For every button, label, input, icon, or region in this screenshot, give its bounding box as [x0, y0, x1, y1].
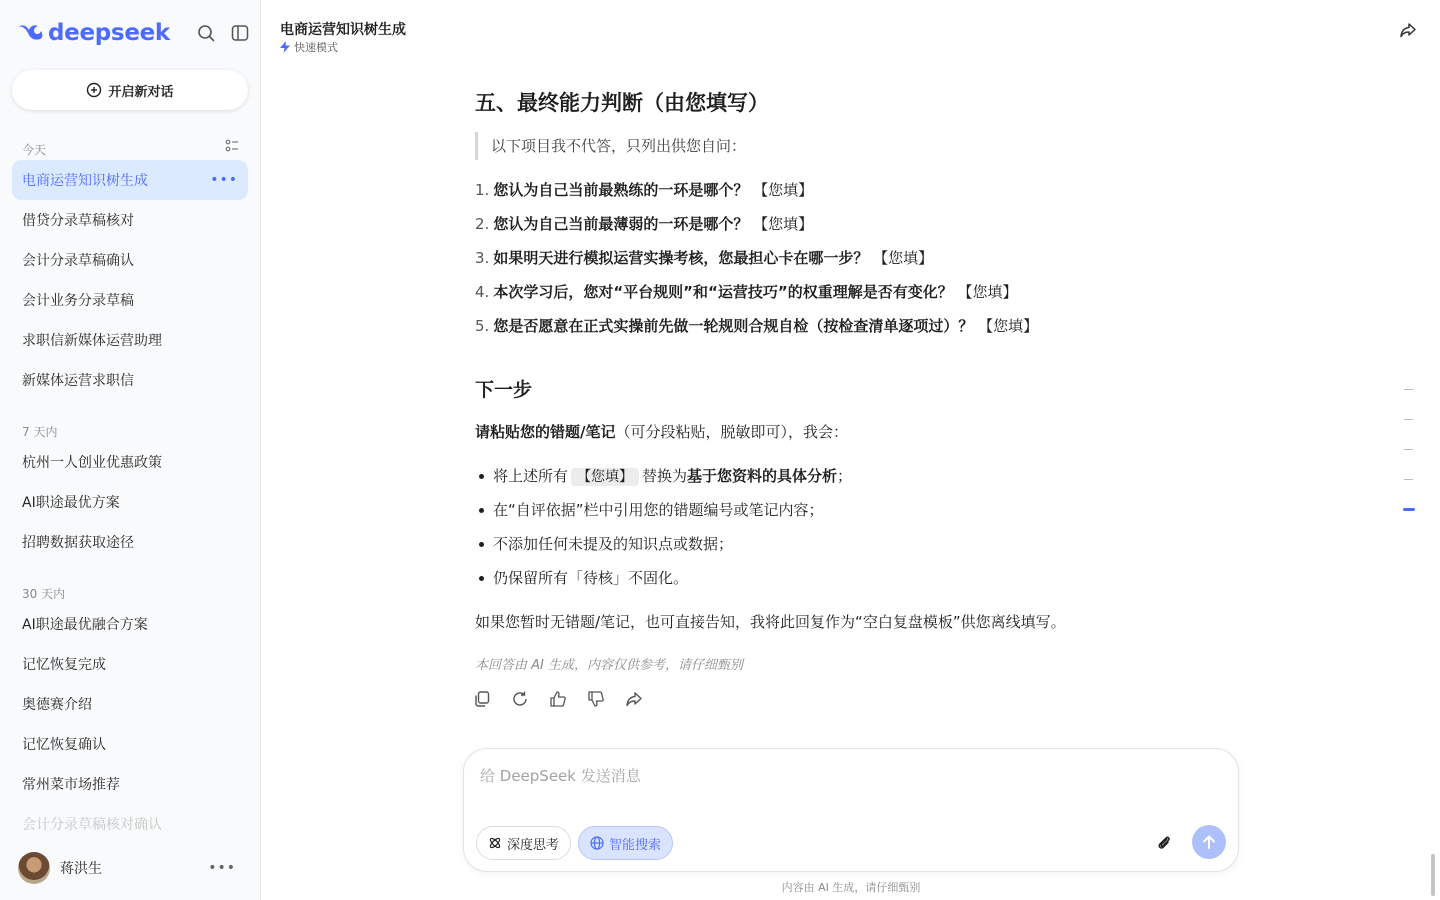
chat-item-label: 电商运营知识树生成 — [22, 173, 148, 189]
new-chat-button[interactable] — [12, 70, 248, 110]
chat-item-label: 新媒体运营求职信 — [22, 373, 134, 389]
list-settings-icon[interactable] — [225, 138, 239, 157]
bullet-item: 不添加任何未提及的知识点或数据； — [493, 535, 734, 553]
chat-item-label: 奥德赛介绍 — [22, 697, 92, 713]
deep-think-label: 深度思考 — [507, 837, 560, 853]
chat-item-label: 借贷分录草稿核对 — [22, 213, 134, 229]
blockquote: 以下项目我不代答，只列出供您自问： — [475, 132, 746, 160]
chat-item[interactable] — [12, 280, 248, 320]
fill-placeholder: 【您填】 — [753, 181, 814, 199]
list-item — [475, 180, 813, 200]
bullet-item: 仍保留所有「待核」不固化。 — [493, 569, 689, 587]
chat-item[interactable] — [12, 522, 248, 562]
list-item — [475, 214, 813, 234]
chat-item-label: 会计分录草稿核对确认 — [22, 817, 162, 833]
chat-item-label: AI职途最优融合方案 — [22, 617, 148, 633]
outline-marker[interactable] — [1404, 479, 1413, 480]
ai-disclaimer: 本回答由 AI 生成，内容仅供参考，请仔细甄别 — [475, 658, 743, 673]
chat-item-label: 常州菜市场推荐 — [22, 777, 120, 793]
group-title-30days: 30 天内 — [22, 587, 66, 601]
conversation-title: 电商运营知识树生成 — [280, 22, 406, 38]
list-item-text: 您是否愿意在正式实操前先做一轮规则合规自检（按检查清单逐项过）？ — [493, 317, 974, 335]
smart-search-label: 智能搜索 — [609, 837, 662, 853]
outline-marker[interactable] — [1404, 389, 1413, 390]
new-chat-label: 开启新对话 — [108, 84, 174, 100]
share-icon[interactable] — [625, 690, 643, 712]
chat-item-label: 招聘数据获取途径 — [22, 535, 134, 551]
list-item-text: 本次学习后，您对“平台规则”和“运营技巧”的权重理解是否有变化？ — [493, 283, 953, 301]
chat-item-label: 杭州一人创业优惠政策 — [22, 455, 162, 471]
chat-item-label: 会计业务分录草稿 — [22, 293, 134, 309]
fill-placeholder: 【您填】 — [753, 215, 814, 233]
list-item — [475, 248, 933, 268]
bold-text: 基于您资料的具体分析 — [687, 467, 838, 485]
message-input[interactable] — [480, 767, 1180, 785]
deepseek-logo[interactable] — [16, 20, 170, 46]
list-item-text: 您认为自己当前最熟练的一环是哪个？ — [493, 181, 749, 199]
list-item-text: 如果明天进行模拟运营实操考核，您最担心卡在哪一步？ — [493, 249, 869, 267]
list-number: 5. — [475, 317, 490, 335]
footer-disclaimer: 内容由 AI 生成，请仔细甄别 — [781, 881, 921, 894]
bullet-item: 在“自评依据”栏中引用您的错题编号或笔记内容； — [493, 501, 824, 519]
smart-search-toggle[interactable] — [578, 826, 673, 860]
share-icon[interactable] — [1398, 20, 1418, 40]
thumbs-up-icon[interactable] — [549, 690, 567, 712]
send-button[interactable] — [1192, 825, 1226, 859]
logo-text: deepseek — [48, 20, 170, 46]
more-options-icon[interactable]: ••• — [208, 860, 236, 876]
regenerate-icon[interactable] — [511, 690, 529, 712]
chat-item[interactable] — [12, 320, 248, 360]
fill-placeholder: 【您填】 — [957, 283, 1018, 301]
chat-item[interactable] — [12, 684, 248, 724]
chat-item[interactable] — [12, 482, 248, 522]
chat-item[interactable] — [12, 200, 248, 240]
mode-indicator — [280, 39, 338, 55]
chat-item-label: 记忆恢复完成 — [22, 657, 106, 673]
outline-marker[interactable] — [1404, 419, 1413, 420]
copy-icon[interactable] — [473, 690, 491, 712]
thumbs-down-icon[interactable] — [587, 690, 605, 712]
inline-code: 【您填】 — [571, 468, 639, 486]
user-name: 蒋洪生 — [60, 861, 102, 877]
plus-circle-icon — [86, 82, 102, 98]
chat-item-label: AI职途最优方案 — [22, 495, 120, 511]
chat-item[interactable] — [12, 724, 248, 764]
chat-item[interactable] — [12, 360, 248, 400]
search-icon[interactable] — [195, 22, 217, 44]
list-number: 1. — [475, 181, 490, 199]
text: 将上述所有 — [493, 467, 569, 485]
list-item — [475, 316, 1038, 336]
list-item — [475, 282, 1018, 302]
text: （可分段粘贴，脱敏即可），我会： — [615, 423, 848, 441]
section-heading: 下一步 — [475, 379, 533, 401]
fill-placeholder: 【您填】 — [978, 317, 1039, 335]
chat-item-label: 记忆恢复确认 — [22, 737, 106, 753]
chat-item[interactable] — [12, 604, 248, 644]
whale-logo-icon — [16, 21, 44, 45]
more-options-icon[interactable]: ••• — [210, 172, 238, 188]
chat-item-label: 会计分录草稿确认 — [22, 253, 134, 269]
chat-item[interactable] — [12, 644, 248, 684]
chat-item[interactable] — [12, 240, 248, 280]
sidebar — [0, 0, 261, 900]
fill-placeholder: 【您填】 — [873, 249, 934, 267]
outline-marker-active[interactable] — [1403, 508, 1415, 511]
message-actions — [473, 690, 643, 712]
chat-item-label: 求职信新媒体运营助理 — [22, 333, 162, 349]
atom-icon — [488, 836, 502, 850]
list-item-text: 您认为自己当前最薄弱的一环是哪个？ — [493, 215, 749, 233]
mode-label: 快速模式 — [294, 41, 338, 54]
deep-think-toggle[interactable] — [476, 826, 571, 860]
outline-marker[interactable] — [1404, 449, 1413, 450]
message-composer — [463, 748, 1239, 872]
group-title-7days: 7 天内 — [22, 425, 58, 439]
bullet-item — [493, 466, 852, 487]
paragraph: 如果您暂时无错题/笔记，也可直接告知，我将此回复作为“空白复盘模板”供您离线填写。 — [475, 613, 1066, 631]
paragraph — [475, 422, 848, 442]
lightning-icon — [280, 41, 290, 53]
text: ； — [837, 467, 853, 485]
text: 替换为 — [642, 467, 688, 485]
list-number: 4. — [475, 283, 490, 301]
bold-text: 请粘贴您的错题/笔记 — [475, 423, 616, 441]
globe-icon — [590, 836, 604, 850]
group-title-today: 今天 — [22, 143, 47, 157]
list-number: 3. — [475, 249, 490, 267]
arrow-up-icon — [1201, 834, 1217, 850]
attachment-icon[interactable] — [1154, 833, 1174, 853]
section-heading: 五、最终能力判断（由您填写） — [475, 91, 769, 115]
sidebar-toggle-icon[interactable] — [229, 22, 251, 44]
chat-item[interactable] — [12, 442, 248, 482]
chat-item[interactable] — [12, 764, 248, 804]
chat-item-active[interactable] — [12, 160, 248, 200]
list-number: 2. — [475, 215, 490, 233]
chat-item[interactable] — [12, 804, 248, 844]
